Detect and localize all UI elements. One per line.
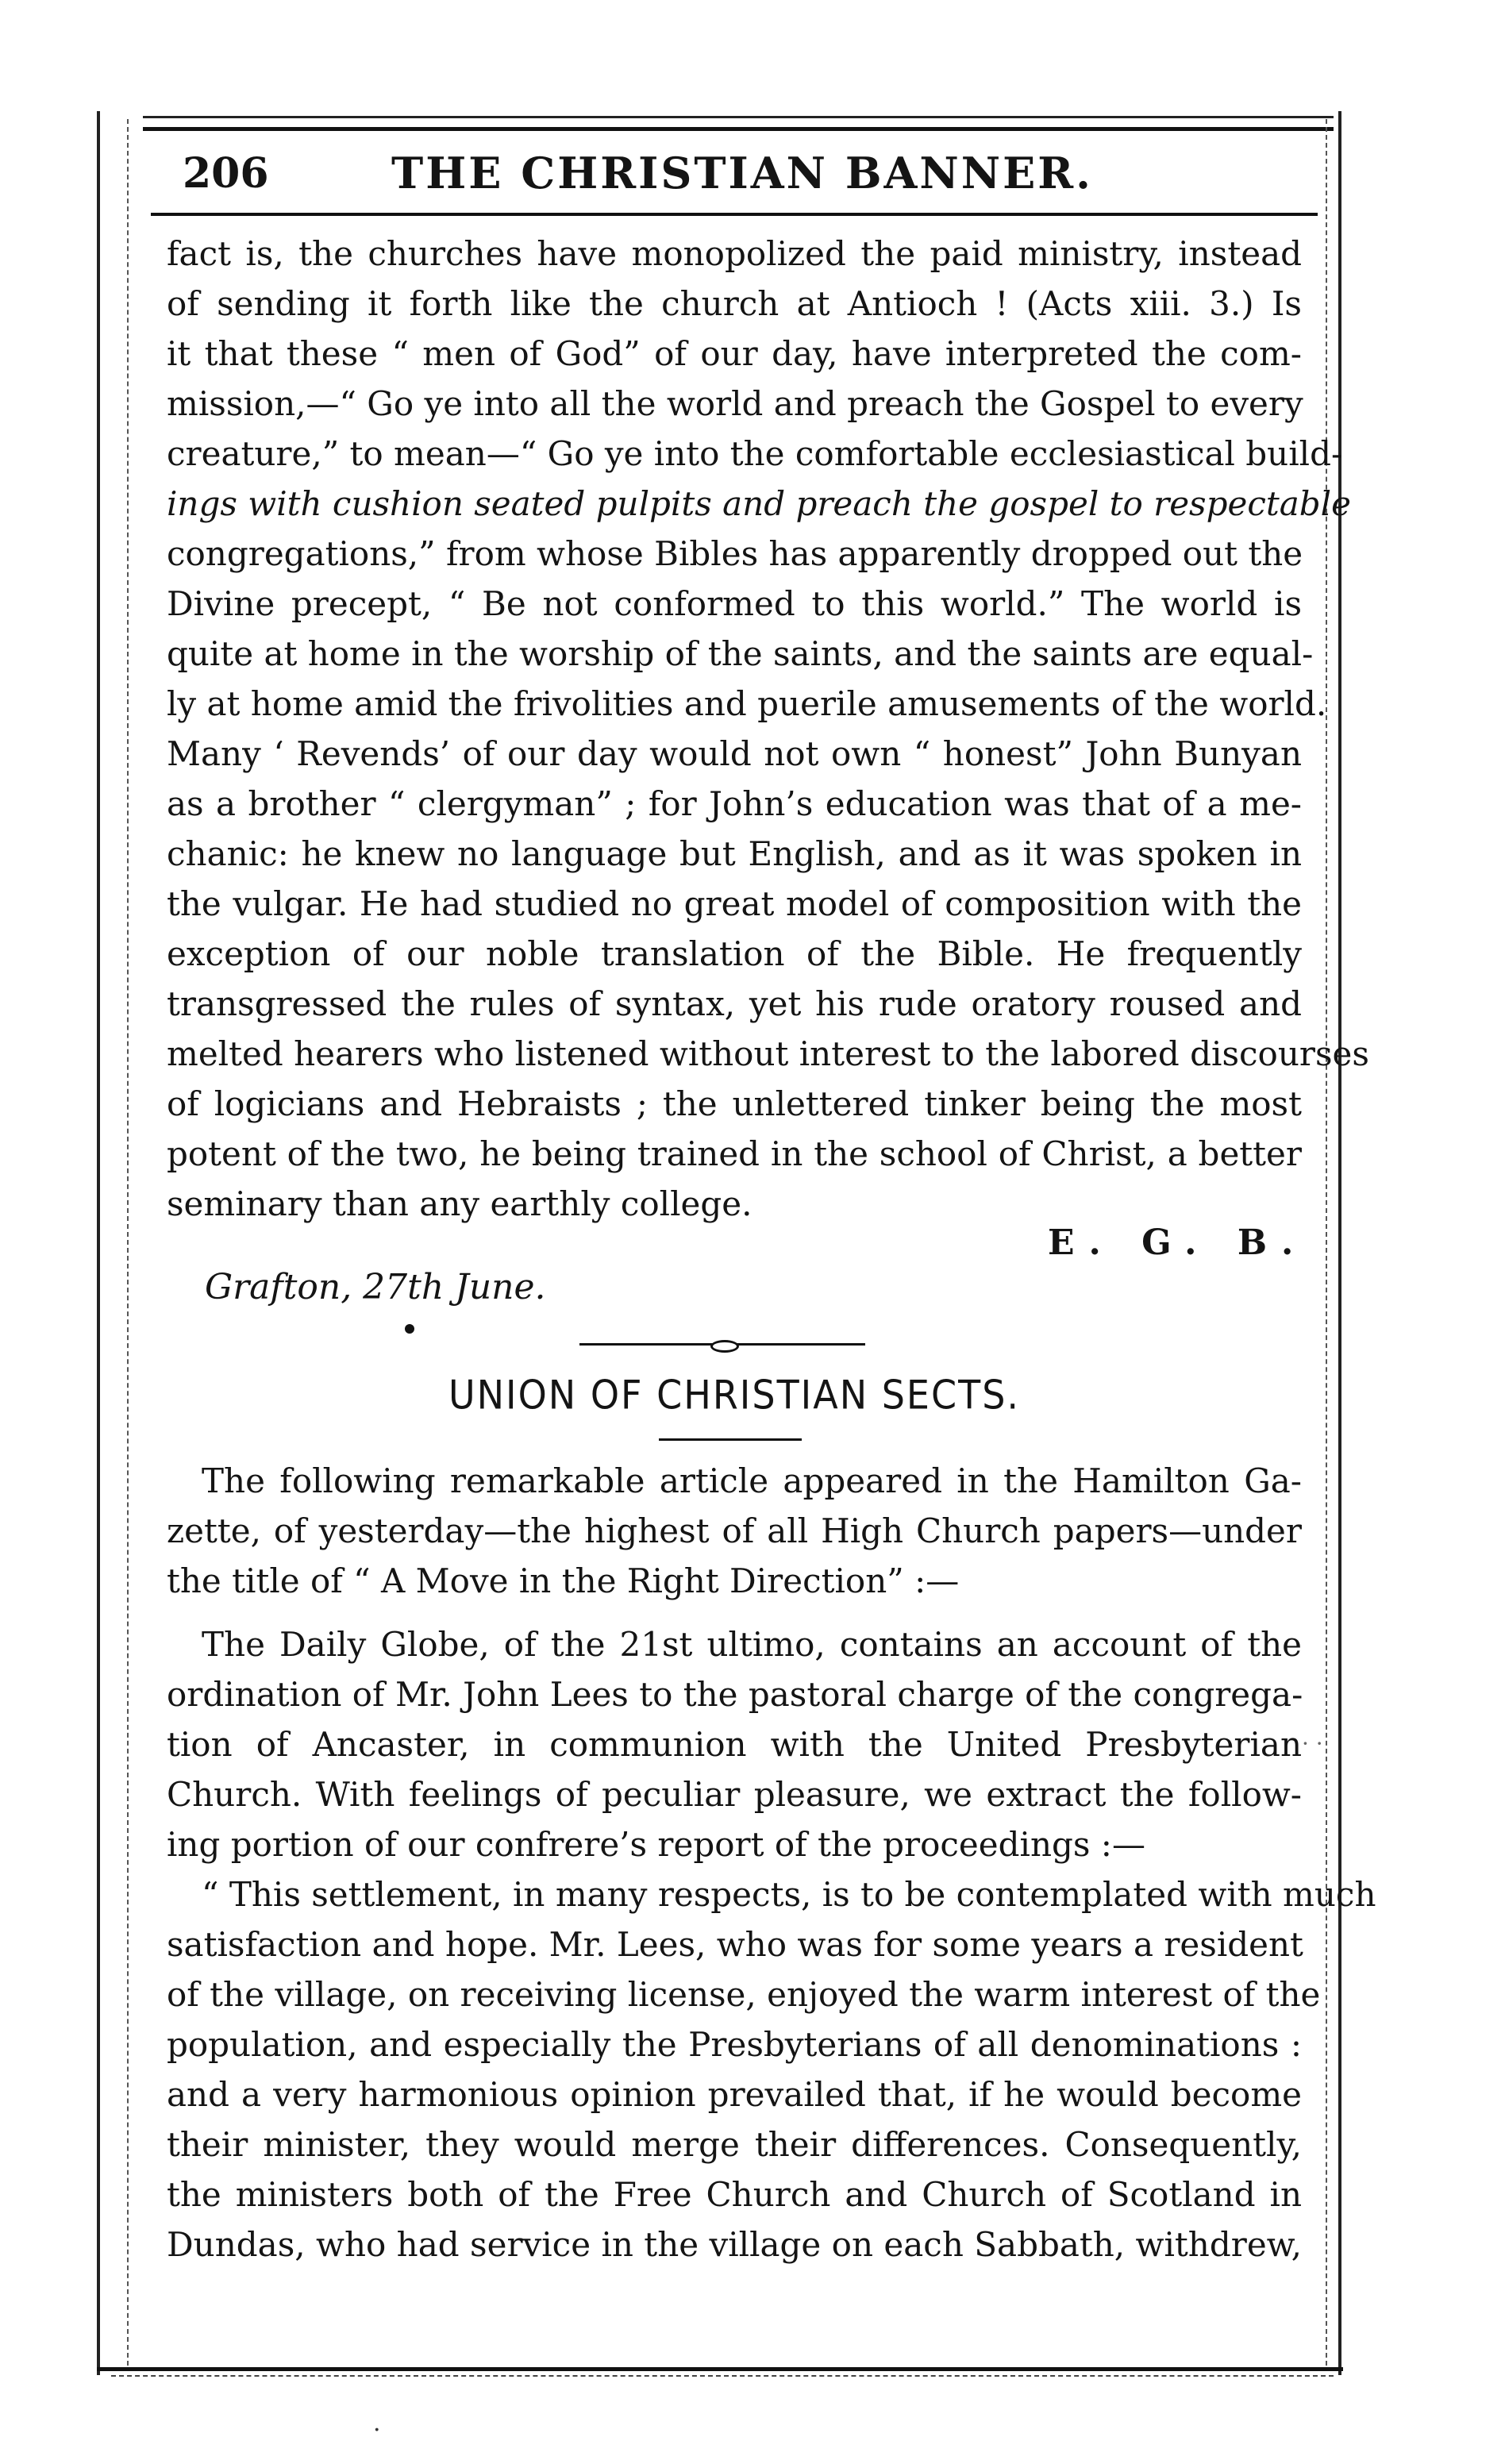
- text-line: chanic: he knew no language but English, and as it was spoken in: [167, 834, 1302, 873]
- bottom-border-rule: [97, 2367, 1343, 2371]
- bottom-border-thin-rule: [111, 2375, 1334, 2377]
- text-line: of the village, on receiving license, enjoyed the warm interest of the: [167, 1975, 1321, 2014]
- printer-dot: [405, 1324, 414, 1334]
- text-line: potent of the two, he being trained in the school of Christ, a better: [167, 1134, 1302, 1173]
- text-line: as a brother “ clergyman” ; for John’s education was that of a me-: [167, 784, 1302, 823]
- article-two-body: [167, 1619, 1376, 2270]
- text-line: The following remarkable article appeared in the Hamilton Ga-: [202, 1461, 1302, 1500]
- text-line: and a very harmonious opinion prevailed that, if he would become: [167, 2075, 1302, 2114]
- text-line: tion of Ancaster, in communion with the United Presbyterian: [167, 1725, 1302, 1764]
- text-line: mission,—“ Go ye into all the world and preach the Gospel to every: [167, 384, 1303, 423]
- author-signature: E. G. B.: [1048, 1222, 1308, 1263]
- text-line: satisfaction and hope. Mr. Lees, who was for some years a resident: [167, 1925, 1303, 1964]
- text-line: melted hearers who listened without interest to the labored discourses: [167, 1034, 1369, 1073]
- text-line: creature,” to mean—“ Go ye into the comfortable ecclesiastical build-: [167, 434, 1343, 473]
- heading-underline: [659, 1438, 802, 1441]
- separator-ornament: [710, 1340, 739, 1353]
- page-number: 206: [183, 148, 269, 198]
- text-line: zette, of yesterday—the highest of all High Church papers—under: [167, 1511, 1302, 1550]
- text-line: quite at home in the worship of the saints, and the saints are equal-: [167, 634, 1314, 673]
- section-separator: [579, 1340, 865, 1348]
- stray-ink-mark: ·: [373, 2416, 381, 2444]
- article-two-intro: [167, 1456, 1302, 1606]
- running-title: THE CHRISTIAN BANNER.: [391, 148, 1093, 198]
- text-line: exception of our noble translation of the Bible. He frequently: [167, 934, 1302, 973]
- text-line: population, and especially the Presbyterians of all denominations :: [167, 2025, 1302, 2064]
- article-one-body: [167, 229, 1369, 1229]
- text-line: Divine precept, “ Be not conformed to this world.” The world is: [167, 584, 1302, 623]
- text-line: of logicians and Hebraists ; the unlettered tinker being the most: [167, 1084, 1302, 1123]
- header-rule: [151, 213, 1318, 216]
- text-line: Dundas, who had service in the village on each Sabbath, withdrew,: [167, 2225, 1302, 2264]
- running-head: [183, 141, 1302, 205]
- text-line: it that these “ men of God” of our day, have interpreted the com-: [167, 334, 1302, 373]
- text-line: transgressed the rules of syntax, yet his rude oratory roused and: [167, 984, 1302, 1023]
- print-speckle: · ·: [1302, 1731, 1323, 1757]
- text-line: The Daily Globe, of the 21st ultimo, contains an account of the: [202, 1625, 1302, 1664]
- text-line: the vulgar. He had studied no great model of composition with the: [167, 884, 1302, 923]
- text-line: ings with cushion seated pulpits and preach the gospel to respectable: [167, 484, 1351, 523]
- text-line: ing portion of our confrere’s report of the proceedings :—: [167, 1825, 1145, 1864]
- text-line: the title of “ A Move in the Right Direction” :—: [167, 1561, 960, 1600]
- text-line: ordination of Mr. John Lees to the pastoral charge of the congrega-: [167, 1675, 1303, 1714]
- text-line: Many ‘ Revends’ of our day would not own “ honest” John Bunyan: [167, 734, 1302, 773]
- text-line: the ministers both of the Free Church and Church of Scotland in: [167, 2175, 1302, 2214]
- text-line: their minister, they would merge their differences. Consequently,: [167, 2125, 1302, 2164]
- text-line: fact is, the churches have monopolized the paid ministry, instead: [167, 234, 1302, 273]
- section-heading: UNION OF CHRISTIAN SECTS.: [448, 1371, 1021, 1419]
- text-line: of sending it forth like the church at Antioch ! (Acts xiii. 3.) Is: [167, 284, 1302, 323]
- text-line: congregations,” from whose Bibles has apparently dropped out the: [167, 534, 1303, 573]
- text-line: Church. With feelings of peculiar pleasure, we extract the follow-: [167, 1775, 1302, 1814]
- text-line: seminary than any earthly college.: [167, 1184, 752, 1223]
- text-line: ly at home amid the frivolities and puerile amusements of the world.: [167, 684, 1327, 723]
- text-line: “ This settlement, in many respects, is to be contemplated with much: [202, 1875, 1376, 1914]
- dateline: Grafton, 27th June.: [205, 1267, 546, 1307]
